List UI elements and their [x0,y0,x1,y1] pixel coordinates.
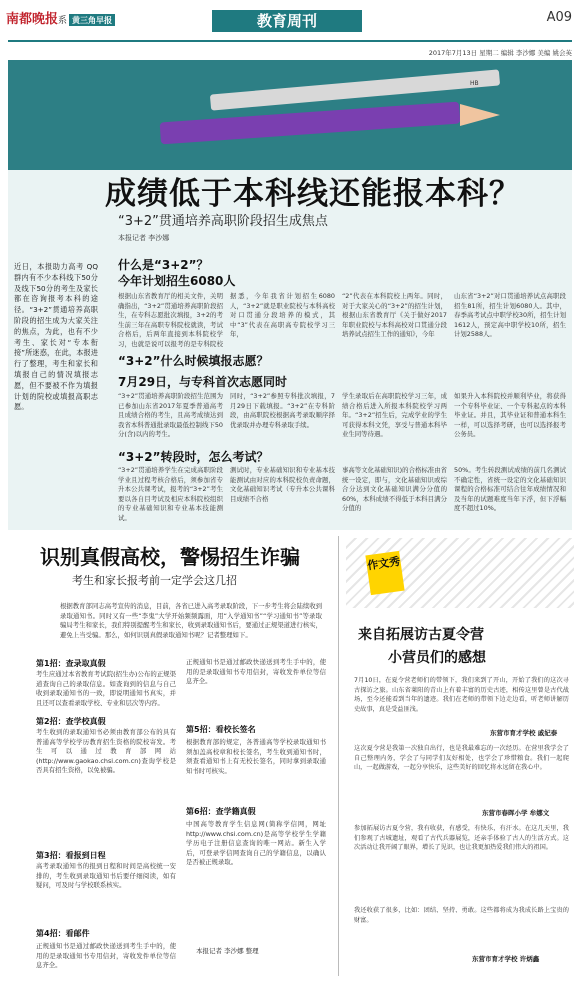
question-3-heading: “3+2”转段时，怎么考试？ [118,450,269,464]
headline-subtitle: “3+2”贯通培养高职阶段招生成焦点 [118,214,328,229]
tip-4-title: 第4招：看邮件 [36,929,90,938]
lead-sidebar: 近日，本报助力高考 QQ群内有不少本科线下50分及线下50分的考生及家长都在咨询报考本科的途径。“3+2”贯通培养高职阶段的招生成为大家关注的焦点，为此，也有不少考生、家长对“专本衔接”所迷惑，在此，本报进行了整理，考生和家长和填报自己的情况填报志愿，但不要被不作为填报计划的院校或填报高职志愿。 [14,262,98,412]
dateline: 2017年7月13日 星期二 编辑 李沙娜 美编 姚会英 [428,49,572,57]
tip-5-body: 根据教育部的规定，各普通高等学校录取通知书须加盖高校章和校长签名，考生收到通知书时，须查看通知书上有无校长签名，同时拿到录取通知书时可核实。 [186,738,326,775]
fraud-headline: 识别真假高校，警惕招生诈骗 [40,545,300,569]
essay-2-body: 这次夏令营是我第一次独自出行，也是我最难忘的一次经历。在营里我学会了自己整理内务，学会了与同学们友好相处，也学会了珍惜粮食。我们一起爬山，一起做游戏，一起分享快乐，这些美好的回忆将永远留在我心中。 [354,745,569,772]
q1-col-3: “2”代表在本科院校上两年。同时，对于大家关心的“3+2”的招生计划，根据山东省教育厅《关于做好2017年职业院校与本科高校对口贯通分段培养试点招生工作的通知》，今年 [342,292,447,339]
tip-2-body: 考生收到的录取通知书必须由教育部公布的具有普通高等学校学历教育招生资格的院校寄发。考生可以通过教育部网站(http://www.gaokao.chsi.com.cn)查询学校是否具有招生资格，以免被骗。 [36,728,176,775]
q2-col-2: 同时，“3+2”参照专科批次填报，7月29日下载填报。“3+2”在专科阶段，由高职院校根据高考录取顺序择优录取并办理专科录取手续。 [230,392,335,429]
q3-col-2: 测试时，专业基础知识和专业基本技能测试由对应的本科院校负责命题，文化基础知识考试（专升本公共课科目成绩不合格 [230,466,335,503]
tip-5-title: 第5招：看校长签名 [186,725,256,734]
fraud-subtitle: 考生和家长报考前一定学会这几招 [72,574,237,587]
tip-3-title: 第3招：看报到日程 [36,851,106,860]
section-title: 教育周刊 [212,10,362,32]
byline: 本报记者 李沙娜 [118,234,170,242]
question-2-heading: “3+2”什么时候填报志愿？ [118,354,269,368]
tip-4-body: 正规通知书是通过邮政快递送到考生手中的，使用的是录取通知书专用信封，寄收发件单位等信息齐全。 [36,942,176,970]
tip-1-body: 考生应通过本省教育考试院(招生办)公布的正规渠道查询自己的录取信息。如查询到的信息与自己收到录取通知书的一致，即说明通知书真实，并且还可以查看录取学校、专业和层次等内容。 [36,670,176,707]
q2-col-1: “3+2”贯通培养高职阶段招生范围为已参加山东省2017年夏季普通高考且成绩合格的考生，且高考成绩达到我省本科普通批录取最低控制线下50分(含)以内的考生。 [118,392,223,439]
essay-3-body: 参加拓展访古夏令营，我有收获，有感受，有快乐，有汗水。在这几天里，我们参观了古城遗址，观看了古代兵器展览，还亲手体验了古人的生活方式。这次活动让我开阔了眼界，增长了见识，也让我更加热爱我们伟大的祖国。 [354,825,569,852]
logo-segment: 黄三角早报 [69,14,115,26]
fraud-byline: 本报记者 李沙娜 整理 [196,947,259,955]
tip-6-title: 第6招：查学籍真假 [186,807,256,816]
tip-2-title: 第2招：查学校真假 [36,717,106,726]
headline: 成绩低于本科线还能报本科？ [105,176,521,212]
essay-1-signature: 东营市育才学校 戚妃泰 [490,729,558,737]
zuowen-title-line-2: 小营员们的感想 [388,650,486,666]
tip-1-title: 第1招：查录取真假 [36,659,106,668]
page-number: A09 [546,10,572,25]
question-1-heading: 什么是“3+2”？ [118,258,209,272]
q1-col-2: 据悉，今年我省计划招生6080人，“3+2”就是职业院校与本科高校对口贯通分段培养的模式，其中“3”代表在高职高专院校学习三年， [230,292,335,339]
q1-col-1: 根据山东省教育厅的相关文件，关明确指出，“3+2”贯通培养高职阶段招生，在专科志愿批次填报，3+2的考生前三年在高职专科院校就读，考试合格后，后两年直接到本科院校学习，也就是说可以报考的是专科院校 [118,292,223,348]
essay-3-signature: 东营市育才学校 许炳鑫 [472,955,540,963]
tip-3-body: 高考录取通知书的报到日程和时间是高校统一安排的，考生收到录取通知书后要仔细阅读，如有疑问，可及时与学校联系核实。 [36,862,176,890]
fraud-intro: 根据教育部同志高考宣传的消息，目前，各省已进入高考录取阶段，下一步考生将会陆续收到录取通知书。同时又有一些“李鬼”大学开始频频露面，用“入学通知书”“学习通知书”等录取骗局考生和家长，我们特别提醒考生和家长，收到录取通知书后，要通过正规渠道进行核实，避免上当受骗。那么，如何识别真假录取通知书呢？记者整理如下。 [60,602,322,639]
q3-col-1: “3+2”贯通培养学生在完成高职阶段学业且过程考核合格后，须参加省专升本公共课考试，报考的“3+2”考生要以各自目考试及相应本科院校组织的专业基础知识和专业基本技能测试。 [118,466,223,522]
essay-1-body: 7月10日，在夏令营老师们的带领下，我们来到了开山，开始了我们的这次寻古探访之旅。山东省莱阳的青山上有着丰富的历史古迹，相传这里曾是古代战场，至今还能看到当年的遗迹。我们在老师的带领下边走边看，听老师讲解历史故事，真是受益匪浅。 [354,677,569,713]
tip-4-continued: 正规通知书是通过邮政快递送到考生手中的，使用的是录取通知书专用信封，寄收发件单位等信息齐全。 [186,658,326,686]
zuowen-title-line-1: 来自拓展访古夏令营 [358,627,484,643]
q3-col-4: 50%。考生转段测试成绩的前几名测试不确定性，省统一设定的文化基础知识课程的合格标准可结合往年成绩情况和及当年的试题难度当年下浮，但下浮幅度不超过10%。 [454,466,566,513]
q3-col-3: 事高等文化基础知识)的合格标准由省统一设定，即与，文化基础知识或综合分达到文化基础知识满分分值的60%，本科成绩不得低于本科目满分分值的 [342,466,447,513]
column-divider [338,536,339,976]
essay-3-closing: 我还收获了很多，比如：团结、坚持、勇敢。这些都将成为我成长路上宝贵的财富。 [354,907,569,924]
question-2-subheading: 7月29日，与专科首次志愿同时 [118,375,288,389]
essay-2-signature: 东营市春晖小学 牟娜文 [482,809,550,817]
question-1-subheading: 今年计划招生6080人 [118,274,236,288]
zuowen-tag: 作文秀 [365,551,404,595]
tip-6-body: 中国高等教育学生信息网(简称学信网，网址http://www.chsi.com.cn)是高等学校学生学籍学历电子注册信息查询的唯一网站。新生入学后，可登录学信网查询自己的学籍信息，以确认是否被正规录取。 [186,820,326,867]
pencil-mark: HB [470,80,479,87]
q1-col-4: 山东省“3+2”对口贯通培养试点高职段招生81所，招生计划6080人。其中，春季高考试点中职学校30所，招生计划1612人，预定高中职学校10所，招生计划2588人。 [454,292,566,339]
header-rule [8,40,572,42]
logo-text: 南都晚报 [6,12,59,27]
q2-col-3: 学生录取后在高职院校学习三年，成绩合格后进入所报本科院校学习两年。“3+2”招生后，完成学业的学生可获得本科文凭，享受与普通本科毕业生同等待遇。 [342,392,447,439]
newspaper-logo [6,8,115,27]
q2-col-4: 如果升入本科院校并顺利毕业，将获得一个专科毕业证、一个专科起点的本科毕业证。并且，其毕业证和普通本科生一样，可以选择考研，也可以选择报考公务员。 [454,392,566,439]
logo-sub: 系 [58,16,68,26]
